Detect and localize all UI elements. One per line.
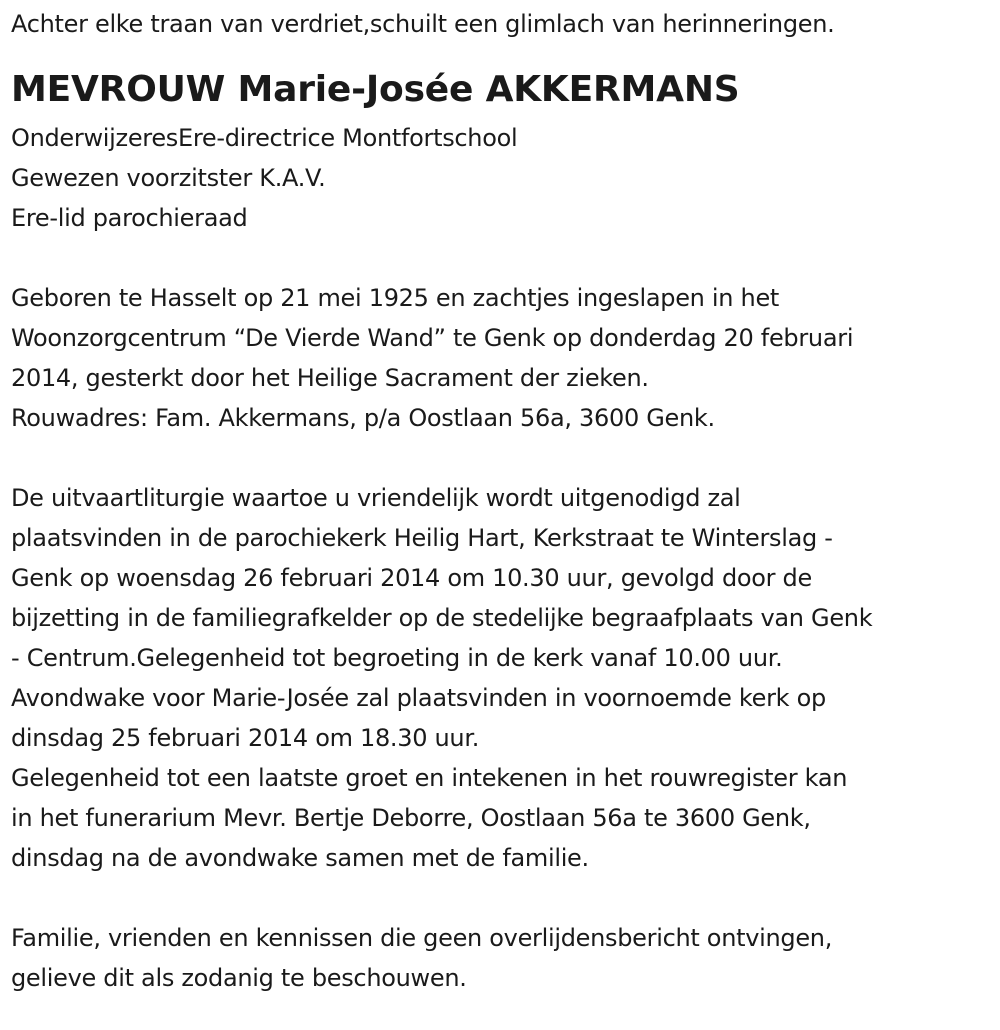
paragraph-line: Genk op woensdag 26 februari 2014 om 10.30 uur, gevolgd door de [11,564,812,592]
paragraph-line: dinsdag 25 februari 2014 om 18.30 uur. [11,724,480,752]
paragraph-line: bijzetting in de familiegrafkelder op de stedelijke begraafplaats van Genk [11,604,873,632]
paragraph-line: Woonzorgcentrum “De Vierde Wand” te Genk op donderdag 20 februari [11,324,854,352]
paragraph-spacer [11,238,991,278]
paragraph-line: dinsdag na de avondwake samen met de familie. [11,844,589,872]
paragraph-line: Avondwake voor Marie-Josée zal plaatsvinden in voornoemde kerk op [11,684,826,712]
title-line: Gewezen voorzitster K.A.V. [11,164,326,192]
titles-block [11,118,991,238]
paragraph-spacer [11,878,991,918]
paragraph-line: 2014, gesterkt door het Heilige Sacrament der zieken. [11,364,649,392]
motto-text: Achter elke traan van verdriet,schuilt een glimlach van herinneringen. [11,10,835,38]
closing-paragraph [11,918,991,998]
paragraph-spacer [11,438,991,478]
mourning-address-line: Rouwadres: Fam. Akkermans, p/a Oostlaan 56a, 3600 Genk. [11,404,715,432]
birth-death-paragraph [11,278,991,438]
paragraph-line: Geboren te Hasselt op 21 mei 1925 en zachtjes ingeslapen in het [11,284,780,312]
paragraph-line: De uitvaartliturgie waartoe u vriendelijk wordt uitgenodigd zal [11,484,741,512]
title-line: OnderwijzeresEre-directrice Montfortschool [11,124,518,152]
paragraph-line: Gelegenheid tot een laatste groet en intekenen in het rouwregister kan [11,764,848,792]
deceased-name-heading: MEVROUW Marie-Josée AKKERMANS [11,69,740,110]
paragraph-line: Familie, vrienden en kennissen die geen overlijdensbericht ontvingen, [11,924,833,952]
paragraph-line: in het funerarium Mevr. Bertje Deborre, Oostlaan 56a te 3600 Genk, [11,804,811,832]
paragraph-line: - Centrum.Gelegenheid tot begroeting in de kerk vanaf 10.00 uur. [11,644,783,672]
paragraph-line: gelieve dit als zodanig te beschouwen. [11,964,467,992]
title-line: Ere-lid parochieraad [11,204,248,232]
obituary-notice [11,4,991,998]
funeral-paragraph [11,478,991,878]
paragraph-line: plaatsvinden in de parochiekerk Heilig Hart, Kerkstraat te Winterslag - [11,524,833,552]
